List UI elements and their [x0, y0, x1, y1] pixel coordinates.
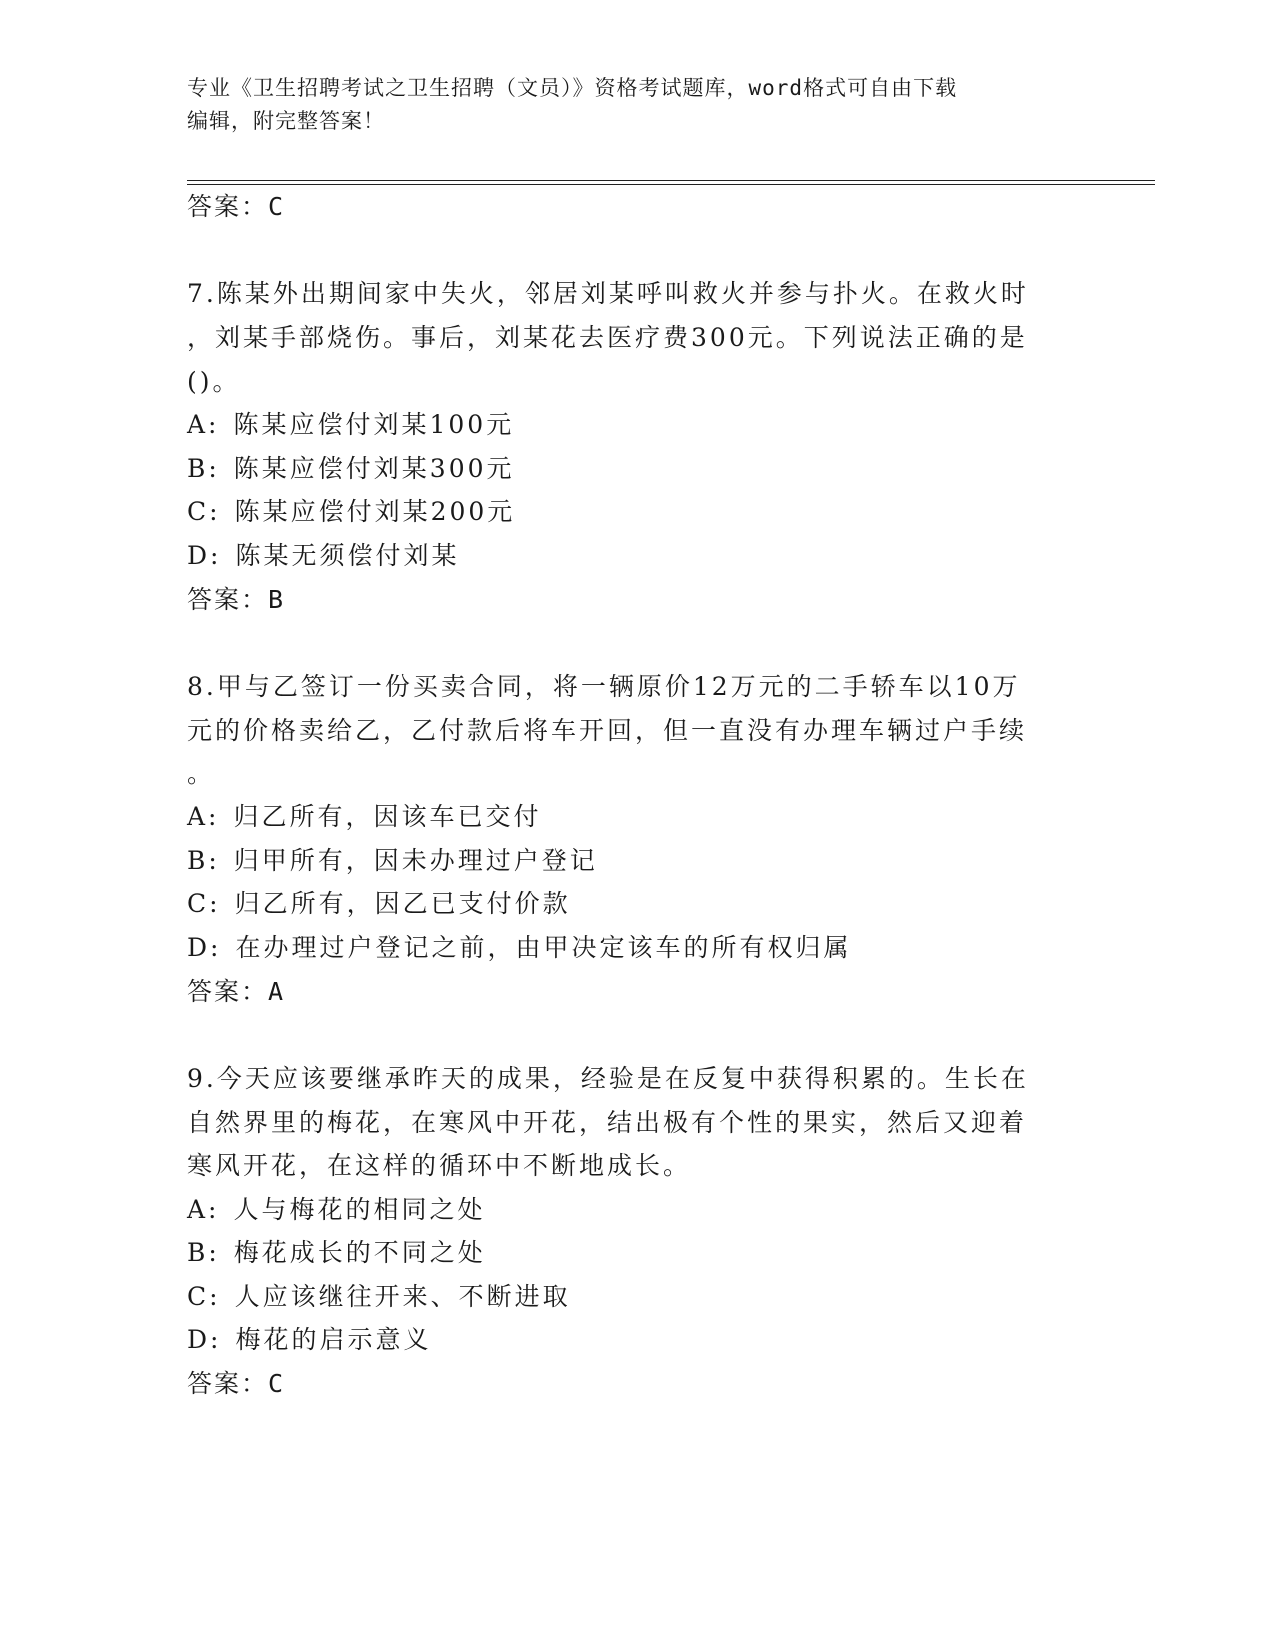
question-stem-line: ，刘某手部烧伤。事后，刘某花去医疗费300元。下列说法正确的是	[187, 323, 1028, 352]
option-label: B:	[187, 1238, 220, 1267]
option-label: C:	[187, 497, 221, 526]
header-divider-top	[187, 180, 1155, 181]
option-text: 归乙所有，因该车已交付	[233, 802, 542, 831]
option-text: 人应该继往开来、不断进取	[234, 1282, 571, 1311]
option-d	[187, 536, 459, 572]
option-label: A:	[187, 410, 220, 439]
option-text: 梅花的启示意义	[235, 1325, 432, 1354]
question-stem-line: 7.陈某外出期间家中失火，邻居刘某呼叫救火并参与扑火。在救火时	[187, 279, 1029, 308]
option-text: 梅花成长的不同之处	[233, 1238, 486, 1267]
header-divider-bottom	[187, 184, 1155, 185]
option-text: 归乙所有，因乙已支付价款	[234, 889, 571, 918]
option-label: A:	[187, 1195, 220, 1224]
answer-label: 答案：	[187, 192, 269, 221]
option-c	[187, 884, 571, 920]
option-text: 陈某应偿付刘某100元	[233, 410, 515, 439]
option-c	[187, 1277, 571, 1313]
header-line-1: 专业《卫生招聘考试之卫生招聘（文员）》资格考试题库，word格式可自由下载	[187, 76, 958, 100]
question-stem-line: 自然界里的梅花，在寒风中开花，结出极有个性的果实，然后又迎着	[187, 1108, 1028, 1137]
answer-value: B	[268, 585, 286, 614]
answer	[187, 972, 285, 1008]
question-stem-line: ()。	[187, 367, 241, 396]
answer-value: C	[268, 1369, 286, 1398]
option-d	[187, 928, 851, 964]
option-a	[187, 1190, 486, 1226]
answer-label: 答案：	[187, 977, 269, 1006]
option-text: 人与梅花的相同之处	[233, 1195, 486, 1224]
option-label: C:	[187, 889, 221, 918]
option-label: B:	[187, 454, 220, 483]
option-a	[187, 405, 514, 441]
option-text: 陈某应偿付刘某200元	[234, 497, 516, 526]
option-a	[187, 797, 542, 833]
question-stem-line: 寒风开花，在这样的循环中不断地成长。	[187, 1151, 692, 1180]
option-label: A:	[187, 802, 220, 831]
option-label: D:	[187, 933, 222, 962]
question-stem-line: 8.甲与乙签订一份买卖合同，将一辆原价12万元的二手轿车以10万	[187, 672, 1021, 701]
question-stem-line: 元的价格卖给乙，乙付款后将车开回，但一直没有办理车辆过户手续	[187, 716, 1028, 745]
option-b	[187, 1233, 486, 1269]
option-label: C:	[187, 1282, 221, 1311]
option-d	[187, 1320, 431, 1356]
answer-label: 答案：	[187, 1369, 269, 1398]
option-text: 归甲所有，因未办理过户登记	[233, 846, 598, 875]
option-b	[187, 841, 598, 877]
option-text: 陈某无须偿付刘某	[235, 541, 460, 570]
answer-value: A	[268, 977, 286, 1006]
answer	[187, 580, 285, 616]
option-label: D:	[187, 541, 222, 570]
question-stem-line: 。	[187, 759, 216, 788]
document-header	[187, 72, 1087, 138]
question-stem-line: 9.今天应该要继承昨天的成果，经验是在反复中获得积累的。生长在	[187, 1064, 1029, 1093]
option-text: 陈某应偿付刘某300元	[233, 454, 515, 483]
answer	[187, 1364, 285, 1400]
option-label: B:	[187, 846, 220, 875]
option-label: D:	[187, 1325, 222, 1354]
answer-label: 答案：	[187, 585, 269, 614]
previous-answer	[187, 187, 285, 223]
answer-value: C	[268, 192, 286, 221]
option-c	[187, 492, 515, 528]
option-text: 在办理过户登记之前，由甲决定该车的所有权归属	[235, 933, 852, 962]
header-line-2: 编辑，附完整答案！	[187, 109, 385, 133]
option-b	[187, 449, 515, 485]
